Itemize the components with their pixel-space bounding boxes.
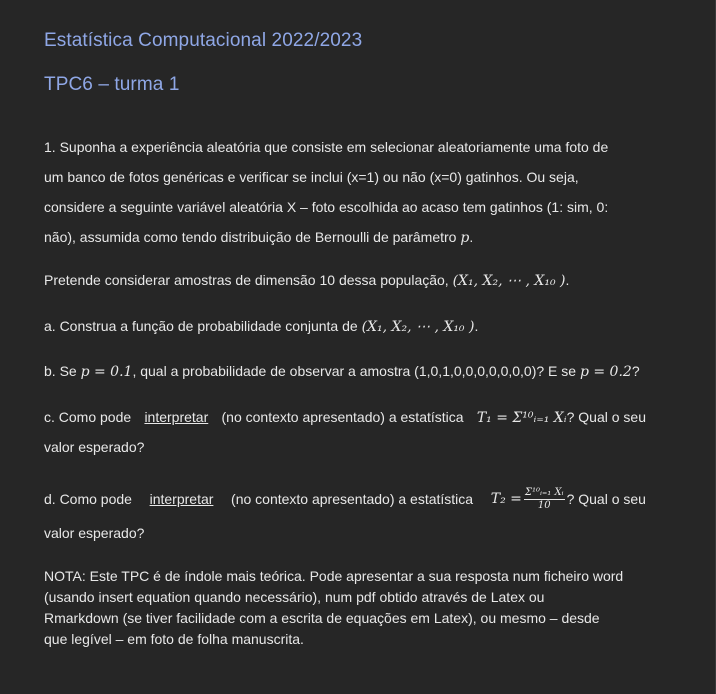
qb-math-1: p = 0.1 xyxy=(80,364,133,380)
qd-line-2: valor esperado? xyxy=(44,525,145,541)
qb-end: ? xyxy=(631,363,640,379)
note-line-3: Rmarkdown (se tiver facilidade com a escrita de equações em Latex), ou mesmo – desde xyxy=(44,610,600,626)
note-block xyxy=(44,566,646,650)
question-1-line-2 xyxy=(44,162,646,192)
qd-fraction xyxy=(524,487,565,512)
qc-underlined-word: interpretar xyxy=(144,409,209,425)
qd-prefix: d. Como pode xyxy=(44,491,132,507)
sample-math: (X₁, X₂, ⋯ , X₁₀ ) xyxy=(452,273,566,289)
question-c-line-2 xyxy=(44,432,646,462)
qa-text: a. Construa a função de probabilidade conjunta de xyxy=(44,318,358,334)
qa-math: (X₁, X₂, ⋯ , X₁₀ ) xyxy=(361,319,475,335)
qc-middle: (no contexto apresentado) a estatística xyxy=(221,409,464,425)
qb-prefix: b. Se xyxy=(44,363,77,379)
question-a xyxy=(44,311,646,341)
question-1-line-4 xyxy=(44,222,646,252)
qc-suffix: ? Qual o seu xyxy=(566,409,646,425)
qd-math-lhs: T₂ = xyxy=(490,491,522,507)
sample-statement xyxy=(44,265,646,295)
q1-end: . xyxy=(469,229,474,245)
sample-text: Pretende considerar amostras de dimensão 10 dessa população, xyxy=(44,272,449,288)
qc-math: T₁ = Σ¹⁰ᵢ₌₁ Xᵢ xyxy=(476,410,567,426)
question-d xyxy=(44,484,646,548)
qd-fraction-denominator: 10 xyxy=(537,499,551,511)
sample-end: . xyxy=(565,272,570,288)
note-line-2: (usando insert equation quando necessário), num pdf obtido através de Latex ou xyxy=(44,589,545,605)
q1-line-4-text: não), assumida como tendo distribuição de Bernoulli de parâmetro xyxy=(44,229,457,245)
question-1-line-3 xyxy=(44,192,646,222)
question-c xyxy=(44,402,646,462)
question-b xyxy=(44,356,646,386)
q1-line-1-text: 1. Suponha a experiência aleatória que consiste em selecionar aleatoriamente uma foto de xyxy=(44,139,609,155)
qc-line-2: valor esperado? xyxy=(44,439,145,455)
q1-line-2-text: um banco de fotos genéricas e verificar se inclui (x=1) ou não (x=0) gatinhos. Ou seja, xyxy=(44,169,579,185)
qd-fraction-numerator: Σ¹⁰ᵢ₌₁ Xᵢ xyxy=(524,486,564,498)
note-line-4: que legível – em foto de folha manuscrita. xyxy=(44,631,304,647)
qd-underlined-word: interpretar xyxy=(149,491,214,507)
qd-suffix: ? Qual o seu xyxy=(566,491,646,507)
document-title: Estatística Computacional 2022/2023 xyxy=(44,30,363,51)
note-line-1: NOTA: Este TPC é de índole mais teórica. Pode apresentar a sua resposta num ficheiro word xyxy=(44,568,624,584)
q1-line-3-text: considere a seguinte variável aleatória X – foto escolhida ao acaso tem gatinhos (1: sim, 0: xyxy=(44,199,609,215)
qb-middle: , qual a probabilidade de observar a amostra (1,0,1,0,0,0,0,0,0,0)? E se xyxy=(132,363,577,379)
question-1-line-1 xyxy=(44,132,646,162)
qd-middle: (no contexto apresentado) a estatística xyxy=(231,491,474,507)
question-1 xyxy=(44,132,646,252)
question-d-line-1 xyxy=(44,484,646,514)
qa-end: . xyxy=(474,318,479,334)
qb-math-2: p = 0.2 xyxy=(579,364,632,380)
question-d-line-2 xyxy=(44,518,646,548)
q1-param: p xyxy=(460,230,470,246)
document-subtitle: TPC6 – turma 1 xyxy=(44,74,180,95)
qc-prefix: c. Como pode xyxy=(44,409,132,425)
question-c-line-1 xyxy=(44,402,646,432)
